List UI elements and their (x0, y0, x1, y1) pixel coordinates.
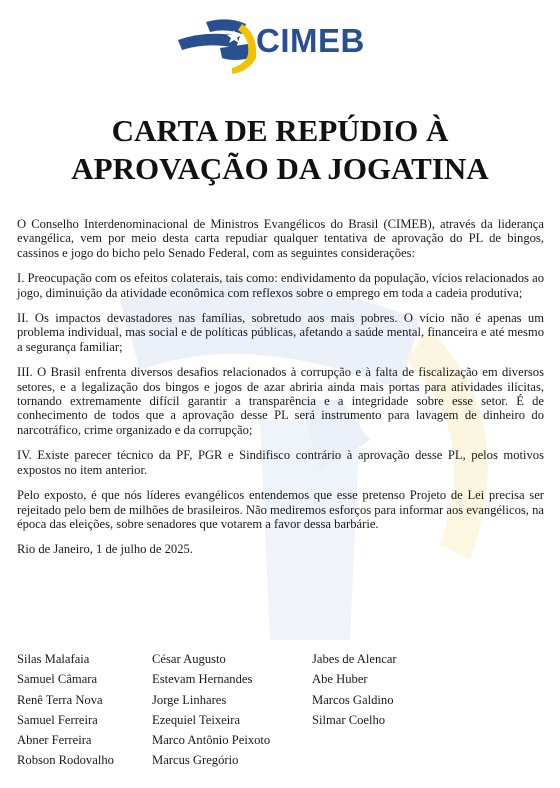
letter-title (20, 112, 540, 188)
signatory-name: Marcos Galdino (312, 692, 394, 707)
intro-paragraph: O Conselho Interdenominacional de Ministros Evangélicos do Brasil (CIMEB), através da liderança evangélica, vem por meio desta carta repudiar qualquer tentativa de aprovação do PL de bingos, cassinos e jogo do bicho pelo Senado Federal, com as seguintes considerações: (17, 217, 544, 260)
title-line-1: CARTA DE REPÚDIO À (111, 113, 449, 148)
signatory-name: Abe Huber (312, 672, 368, 687)
item-paragraph: III. O Brasil enfrenta diversos desafios relacionados à corrupção e à falta de fiscalização em diversos setores, e a legalização dos bingos e jogos de azar abriria ainda mais portas para atividades ilícitas, tornando extremamente difícil garantir a transparência e a integridade sobre esse setor. É de conhecimento de todos que a aprovação desse PL será instrumento para lavagem de dinheiro do narcotráfico, crime organizado e da corrupção; (17, 365, 544, 437)
signatures-column-1 (17, 649, 114, 771)
letter-date: Rio de Janeiro, 1 de julho de 2025. (17, 542, 193, 557)
signatory-name: Jorge Linhares (152, 692, 227, 707)
signatory-name: Samuel Câmara (17, 672, 98, 687)
signatory-name: Marco Antônio Peixoto (152, 733, 271, 748)
signatory-name: Marcus Gregório (152, 753, 239, 768)
letter-body (17, 217, 544, 568)
signatures-column-2 (152, 649, 270, 771)
item-paragraph: II. Os impactos devastadores nas famílias, sobretudo aos mais pobres. O vício não é apenas um problema individual, mas social e de políticas públicas, afetando a saúde mental, financeira e até mesmo a segurança familiar; (17, 311, 544, 354)
signatory-name: César Augusto (152, 652, 226, 666)
title-line-2: APROVAÇÃO DA JOGATINA (71, 151, 489, 186)
item-paragraph: IV. Existe parecer técnico da PF, PGR e Sindifisco contrário à aprovação desse PL, pelos motivos expostos no item anterior. (17, 448, 544, 477)
signatory-name: Estevam Hernandes (152, 672, 253, 687)
signatures-column-3 (312, 649, 397, 730)
signatory-name: Samuel Ferreira (17, 712, 98, 727)
signatory-name: Silas Malafaia (17, 652, 90, 666)
signatory-name: Jabes de Alencar (312, 652, 397, 666)
logo-wordmark: CIMEB (256, 22, 365, 59)
conclusion-paragraph: Pelo exposto, é que nós líderes evangélicos entendemos que esse pretenso Projeto de Lei precisa ser rejeitado pelo bem de milhões de brasileiros. Não mediremos esforços para informar aos evangélicos, na época das eleições, sobre senadores que votarem a favor dessa barbárie. (17, 488, 544, 531)
signatory-name: Ezequiel Teixeira (152, 712, 241, 727)
signatory-name: Renê Terra Nova (17, 692, 103, 707)
signatory-name: Robson Rodovalho (17, 753, 114, 768)
signatory-name: Silmar Coelho (312, 712, 386, 727)
item-paragraph: I. Preocupação com os efeitos colaterais, tais como: endividamento da população, vícios relacionados ao jogo, diminuição da atividade econômica com reflexos sobre o emprego em toda a cadeia produtiva; (17, 271, 544, 300)
signatory-name: Abner Ferreira (17, 733, 92, 748)
